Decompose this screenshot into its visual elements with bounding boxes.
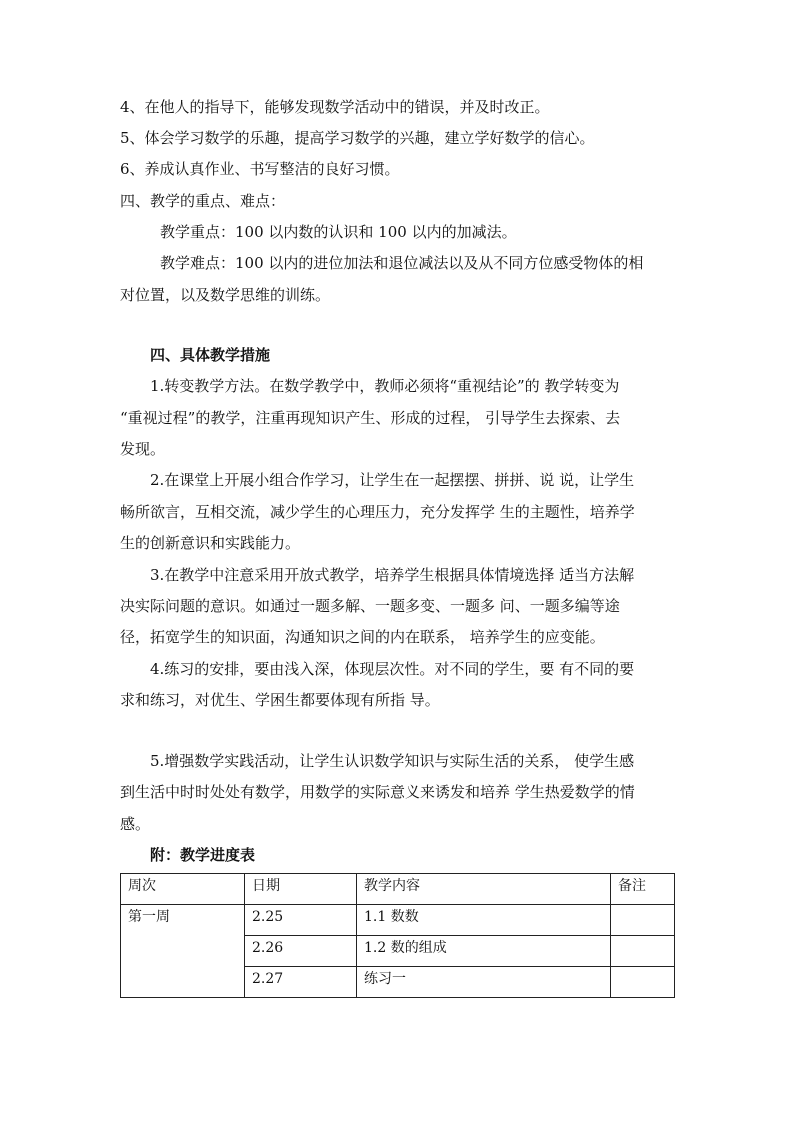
measure-3-line-3: 径，拓宽学生的知识面，沟通知识之间的内在联系， 培养学生的应变能。 bbox=[120, 628, 605, 646]
measure-4-line-1: 4.练习的安排，要由浅入深，体现层次性。对不同的学生，要 有不同的要 bbox=[150, 660, 635, 678]
content-cell: 1.2 数的组成 bbox=[357, 936, 611, 967]
table-row bbox=[121, 905, 675, 936]
schedule-heading: 附：教学进度表 bbox=[150, 846, 256, 864]
header-date: 日期 bbox=[245, 874, 357, 905]
content-cell: 1.1 数数 bbox=[357, 905, 611, 936]
header-note: 备注 bbox=[611, 874, 675, 905]
date-cell: 2.27 bbox=[245, 967, 357, 998]
header-content: 教学内容 bbox=[357, 874, 611, 905]
key-points-heading: 四、教学的重点、难点： bbox=[120, 192, 286, 210]
measures-heading: 四、具体教学措施 bbox=[150, 346, 271, 364]
goal-item-5: 5、体会学习数学的乐趣，提高学习数学的兴趣，建立学好数学的信心。 bbox=[120, 129, 595, 147]
measure-2-line-1: 2.在课堂上开展小组合作学习，让学生在一起摆摆、拼拼、说 说，让学生 bbox=[150, 471, 635, 489]
schedule-table bbox=[120, 873, 675, 998]
goal-item-4: 4、在他人的指导下，能够发现数学活动中的错误，并及时改正。 bbox=[120, 98, 550, 116]
measure-1-line-1: 1.转变教学方法。在数学教学中，教师必须将“重视结论”的 教学转变为 bbox=[150, 377, 620, 395]
teaching-focus: 教学重点：100 以内数的认识和 100 以内的加减法。 bbox=[160, 223, 517, 241]
measure-3-line-1: 3.在教学中注意采用开放式教学，培养学生根据具体情境选择 适当方法解 bbox=[150, 566, 635, 584]
content-cell: 练习一 bbox=[357, 967, 611, 998]
measure-5-line-1: 5.增强数学实践活动，让学生认识数学知识与实际生活的关系， 使学生感 bbox=[150, 752, 635, 770]
week-cell: 第一周 bbox=[121, 905, 245, 998]
date-cell: 2.25 bbox=[245, 905, 357, 936]
date-cell: 2.26 bbox=[245, 936, 357, 967]
note-cell bbox=[611, 936, 675, 967]
teaching-difficulty-line-2: 对位置，以及数学思维的训练。 bbox=[120, 286, 331, 304]
measure-1-line-3: 发现。 bbox=[120, 440, 166, 458]
note-cell bbox=[611, 967, 675, 998]
measure-5-line-2: 到生活中时时处处有数学，用数学的实际意义来诱发和培养 学生热爱数学的情 bbox=[120, 783, 635, 801]
header-week: 周次 bbox=[121, 874, 245, 905]
note-cell bbox=[611, 905, 675, 936]
measure-3-line-2: 决实际问题的意识。如通过一题多解、一题多变、一题多 问、一题多编等途 bbox=[120, 597, 620, 615]
teaching-difficulty-line-1: 教学难点：100 以内的进位加法和退位减法以及从不同方位感受物体的相 bbox=[160, 254, 644, 272]
measure-2-line-2: 畅所欲言，互相交流，减少学生的心理压力，充分发挥学 生的主题性，培养学 bbox=[120, 503, 635, 521]
measure-4-line-2: 求和练习，对优生、学困生都要体现有所指 导。 bbox=[120, 691, 440, 709]
measure-5-line-3: 感。 bbox=[120, 815, 151, 833]
table-header-row bbox=[121, 874, 675, 905]
measure-1-line-2: “重视过程”的教学，注重再现知识产生、形成的过程， 引导学生去探索、去 bbox=[120, 409, 621, 427]
goal-item-6: 6、养成认真作业、书写整洁的良好习惯。 bbox=[120, 160, 400, 178]
measure-2-line-3: 生的创新意识和实践能力。 bbox=[120, 534, 301, 552]
